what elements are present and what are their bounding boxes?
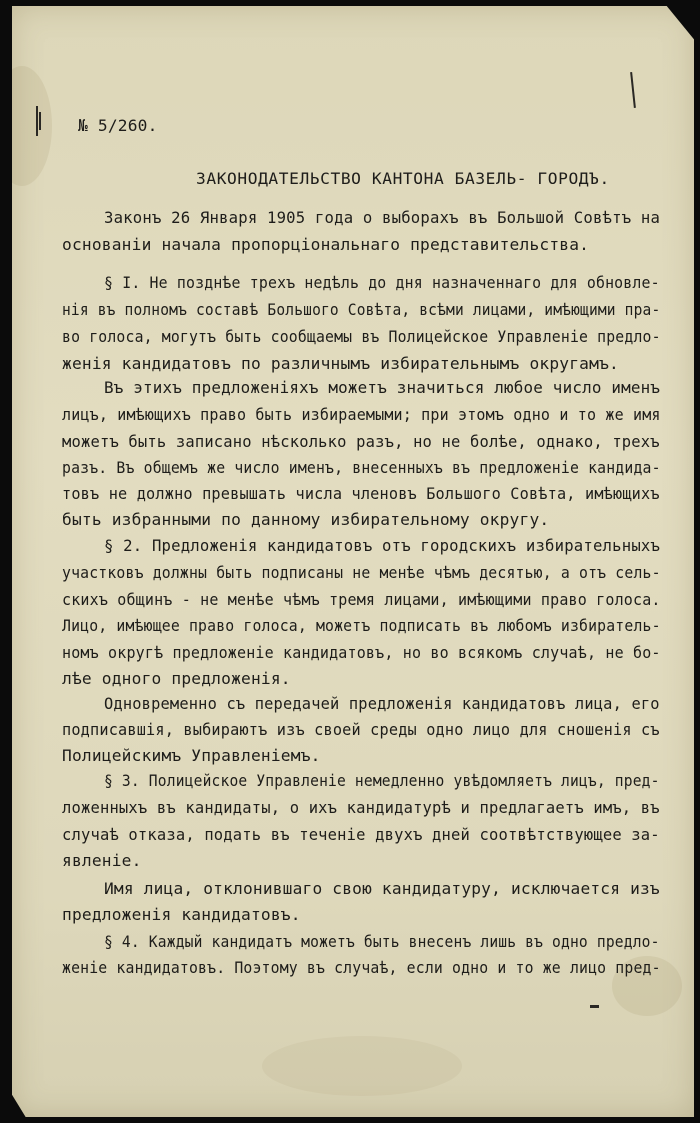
text-line: § 2. Предложенія кандидатовъ отъ городскихъ избирательныхъ [104, 536, 661, 555]
text-line: женія кандидатовъ по различнымъ избирательнымъ округамъ. [62, 354, 619, 373]
text-line: лѣе одного предложенія. [62, 669, 291, 688]
margin-mark [39, 112, 41, 130]
text-line: можетъ быть записано нѣсколько разъ, но не болѣе, однако, трехъ [62, 432, 660, 451]
text-line: Въ этихъ предложеніяхъ можетъ значиться любое число именъ [104, 378, 661, 397]
text-line: лицъ, имѣющихъ право быть избираемыми; при этомъ одно и то же имя [62, 405, 661, 424]
text-line: § I. Не позднѣе трехъ недѣль до дня назначеннаго для обновле- [104, 273, 660, 292]
text-line: Лицо, имѣющее право голоса, можетъ подписать въ любомъ избиратель- [62, 616, 661, 635]
text-line: Одновременно съ передачей предложенія кандидатовъ лица, его [104, 694, 660, 713]
text-line: номъ округѣ предложеніе кандидатовъ, но во всякомъ случаѣ, не бо- [62, 643, 661, 662]
text-line: Законъ 26 Января 1905 года о выборахъ въ Большой Совѣтъ на [104, 208, 661, 227]
text-line: Имя лица, отклонившаго свою кандидатуру, исключается изъ [104, 879, 660, 898]
text-line: подписавшія, выбираютъ изъ своей среды одно лицо для сношенія съ [62, 720, 660, 739]
text-line: ложенныхъ въ кандидаты, о ихъ кандидатурѣ и предлагаетъ имъ, въ [62, 798, 660, 817]
document-title: ЗАКОНОДАТЕЛЬСТВО КАНТОНА БАЗЕЛЬ- ГОРОДЪ. [196, 169, 610, 188]
text-line: Полицейскимъ Управленіемъ. [62, 746, 321, 765]
paper-stain [0, 66, 52, 186]
margin-mark [36, 106, 38, 136]
text-line: основаніи начала пропорціональнаго представительства. [62, 235, 590, 254]
text-line: явленіе. [62, 851, 142, 870]
document-number: № 5/260. [78, 116, 158, 135]
text-line: во голоса, могутъ быть сообщаемы въ Полицейское Управленіе предло- [62, 327, 661, 346]
text-line: товъ не должно превышать числа членовъ Большого Совѣта, имѣющихъ [62, 484, 660, 503]
text-line: участковъ должны быть подписаны не менѣе чѣмъ десятью, а отъ сель- [62, 563, 661, 582]
text-line: нія въ полномъ составѣ Большого Совѣта, всѣми лицами, имѣющими пра- [62, 300, 661, 319]
text-line: быть избранными по данному избирательному округу. [62, 510, 550, 529]
text-line: § 3. Полицейское Управленіе немедленно увѣдомляетъ лицъ, пред- [104, 771, 660, 790]
text-line: § 4. Каждый кандидатъ можетъ быть внесенъ лишь въ одно предло- [104, 932, 660, 951]
margin-mark [590, 1005, 599, 1008]
text-line: случаѣ отказа, подать въ теченіе двухъ дней соотвѣтствующее за- [62, 825, 660, 844]
text-line: предложенія кандидатовъ. [62, 905, 301, 924]
paper-stain [262, 1036, 462, 1096]
text-line: скихъ общинъ - не менѣе чѣмъ тремя лицами, имѣющими право голоса. [62, 590, 661, 609]
text-line: разъ. Въ общемъ же число именъ, внесенныхъ въ предложеніе кандида- [62, 458, 661, 477]
text-line: женіе кандидатовъ. Поэтому въ случаѣ, если одно и то же лицо пред- [62, 958, 661, 977]
